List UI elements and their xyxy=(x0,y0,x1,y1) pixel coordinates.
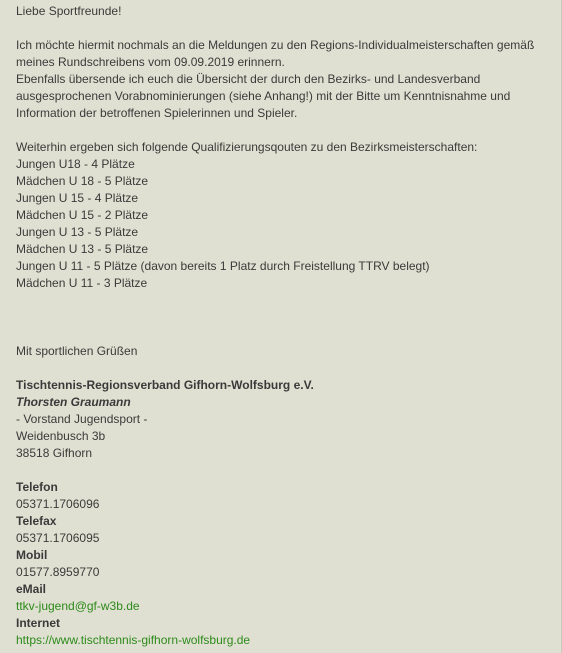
intro-paragraph xyxy=(16,37,556,122)
signature-block xyxy=(16,377,556,462)
intro-line: meines Rundschreibens vom 09.09.2019 erinnern. xyxy=(16,55,285,69)
fax-number: 05371.1706095 xyxy=(16,531,100,545)
mobile-number: 01577.8959770 xyxy=(16,565,100,579)
phone-label: Telefon xyxy=(16,480,58,494)
signature-role: - Vorstand Jugendsport - xyxy=(16,412,148,426)
quota-item: Jungen U 13 - 5 Plätze xyxy=(16,225,139,239)
quota-item: Jungen U 11 - 5 Plätze (davon bereits 1 Platz durch Freistellung TTRV belegt) xyxy=(16,259,430,273)
signature-name: Thorsten Graumann xyxy=(16,395,131,409)
signature-street: Weidenbusch 3b xyxy=(16,429,106,443)
quota-item: Mädchen U 11 - 3 Plätze xyxy=(16,276,148,290)
email-label: eMail xyxy=(16,582,47,596)
mobile-label: Mobil xyxy=(16,548,48,562)
quota-item: Mädchen U 15 - 2 Plätze xyxy=(16,208,149,222)
quota-item: Mädchen U 13 - 5 Plätze xyxy=(16,242,149,256)
signature-city: 38518 Gifhorn xyxy=(16,446,93,460)
email-body xyxy=(16,3,556,649)
contact-block xyxy=(16,479,556,649)
fax-label: Telefax xyxy=(16,514,57,528)
intro-line: Ebenfalls übersende ich euch die Übersicht der durch den Bezirks- und Landesverband xyxy=(16,72,481,86)
intro-line: Information der betroffenen Spielerinnen und Spieler. xyxy=(16,106,298,120)
intro-line: Ich möchte hiermit nochmals an die Meldungen zu den Regions-Individualmeisterschaften gemäß xyxy=(16,38,535,52)
quota-item: Jungen U18 - 4 Plätze xyxy=(16,157,135,171)
closing: Mit sportlichen Grüßen xyxy=(16,344,138,358)
quota-item: Jungen U 15 - 4 Plätze xyxy=(16,191,139,205)
quota-section xyxy=(16,139,556,292)
email-link[interactable]: ttkv-jugend@gf-w3b.de xyxy=(16,599,140,613)
phone-number: 05371.1706096 xyxy=(16,497,100,511)
quota-heading: Weiterhin ergeben sich folgende Qualifizierungsqouten zu den Bezirksmeisterschaften: xyxy=(16,140,478,154)
quota-item: Mädchen U 18 - 5 Plätze xyxy=(16,174,149,188)
intro-line: ausgesprochenen Vorabnominierungen (siehe Anhang!) mit der Bitte um Kenntnisnahme und xyxy=(16,89,511,103)
greeting: Liebe Sportfreunde! xyxy=(16,4,122,18)
signature-organization: Tischtennis-Regionsverband Gifhorn-Wolfsburg e.V. xyxy=(16,378,314,392)
web-label: Internet xyxy=(16,616,61,630)
website-link[interactable]: https://www.tischtennis-gifhorn-wolfsburg.de xyxy=(16,633,251,647)
